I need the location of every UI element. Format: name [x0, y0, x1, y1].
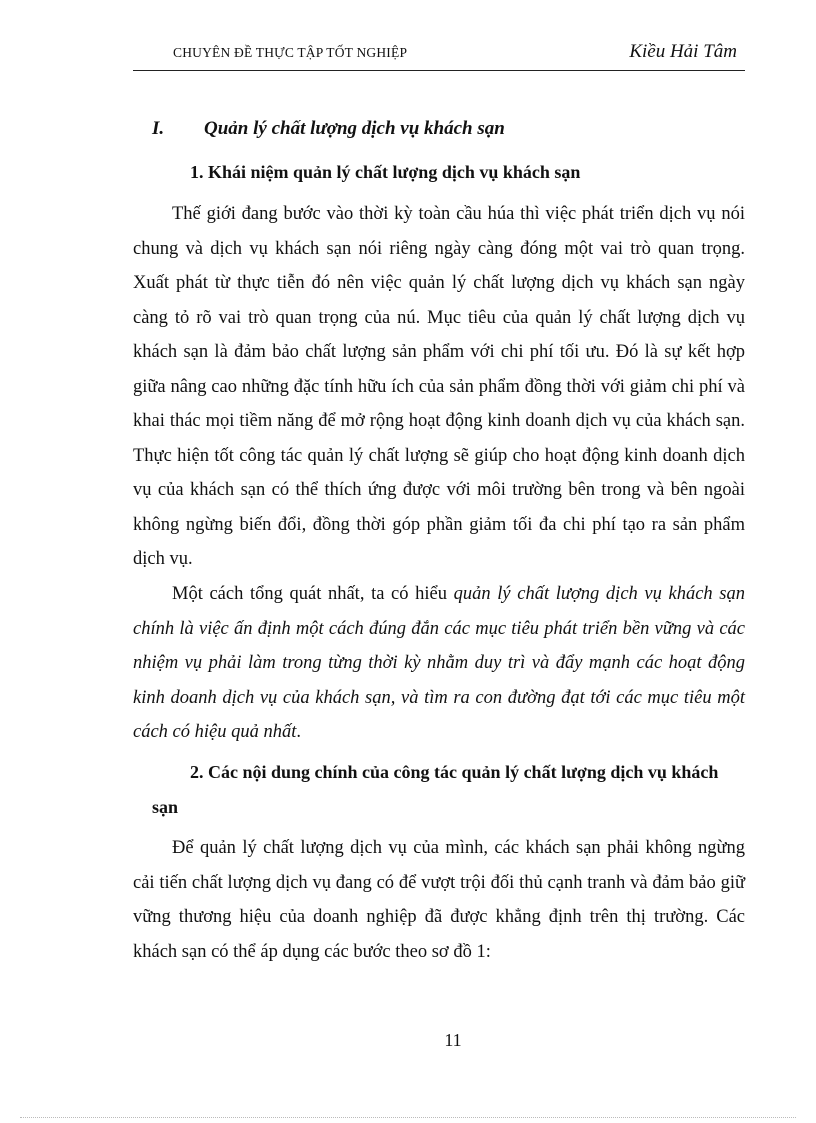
subsection-2-heading-line1: 2. Các nội dung chính của công tác quản lý chất lượng dịch vụ khách — [190, 762, 719, 782]
page-number: 11 — [444, 1030, 462, 1050]
subsection-2-heading-line2: sạn — [152, 797, 179, 817]
subsection-2-paragraph: Để quản lý chất lượng dịch vụ của mình, các khách sạn phải không ngừng cải tiến chất lượng dịch vụ đang có để vượt trội đối thủ cạnh tranh và đảm bảo giữ vững thương hiệu của doanh nghiệp đã được khẳng định trên thị trường. Các khách sạn có thể áp dụng các bước theo sơ đồ 1: — [133, 838, 745, 962]
page-header — [133, 38, 745, 71]
section-number: I. — [152, 118, 165, 139]
definition-lead: Một cách tổng quát nhất, ta có hiểu — [172, 584, 454, 604]
definition-text: quản lý chất lượng dịch vụ khách sạn chính là việc ấn định một cách đúng đắn các mục tiêu phát triển bền vững và các nhiệm vụ phải làm trong từng thời kỳ nhằm duy trì và đẩy mạnh các hoạt động kinh doanh dịch vụ của khách sạn, và tìm ra con đường đạt tới các mục tiêu một cách có hiệu quả nhất — [133, 584, 745, 742]
page-bottom-divider — [20, 1117, 796, 1118]
definition-end: . — [296, 722, 301, 742]
section-title: Quản lý chất lượng dịch vụ khách sạn — [204, 118, 505, 139]
subsection-1-paragraph-2 — [133, 577, 745, 750]
section-heading — [152, 118, 505, 140]
header-title: CHUYÊN ĐỀ THỰC TẬP TỐT NGHIỆP — [173, 45, 408, 60]
subsection-1-paragraph: Thế giới đang bước vào thời kỳ toàn cầu húa thì việc phát triển dịch vụ nói chung và dịch vụ khách sạn nói riêng ngày càng đóng một vai trò quan trọng. Xuất phát từ thực tiễn đó nên việc quản lý chất lượng dịch vụ khách sạn ngày càng tỏ rõ vai trò quan trọng của nú. Mục tiêu của quản lý chất lượng dịch vụ khách sạn là đảm bảo chất lượng sản phẩm với chi phí tối ưu. Đó là sự kết hợp giữa nâng cao những đặc tính hữu ích của sản phẩm đồng thời với giảm chi phí và khai thác mọi tiềm năng để mở rộng hoạt động kinh doanh dịch vụ của khách sạn. Thực hiện tốt công tác quản lý chất lượng sẽ giúp cho hoạt động kinh doanh dịch vụ của khách sạn có thể thích ứng được với môi trường bên trong và bên ngoài không ngừng biến đổi, đồng thời góp phần giảm tối đa chi phí tạo ra sản phẩm dịch vụ. — [133, 204, 745, 569]
subsection-1-heading: 1. Khái niệm quản lý chất lượng dịch vụ khách sạn — [190, 162, 581, 182]
header-author: Kiều Hải Tâm — [629, 41, 737, 62]
